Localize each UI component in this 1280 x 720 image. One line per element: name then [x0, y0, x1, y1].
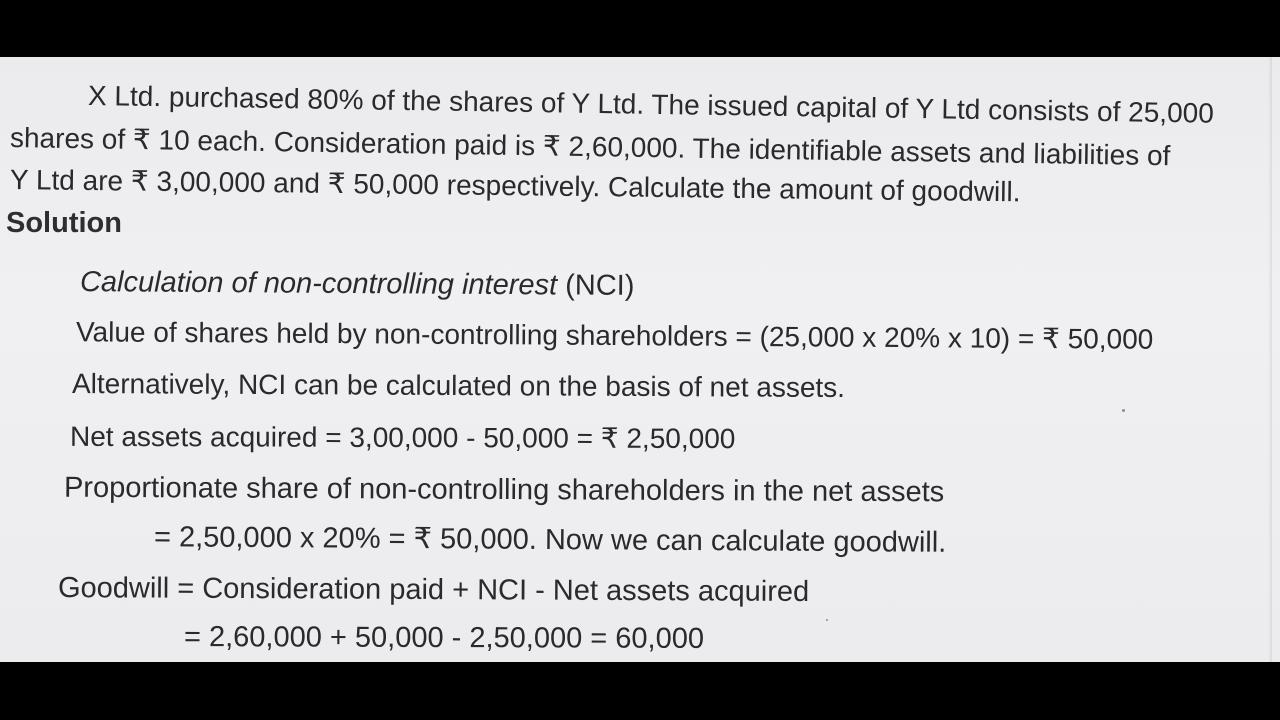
page-edge-shadow	[1268, 57, 1272, 662]
solution-heading: Solution	[6, 207, 122, 239]
nci-value-line: Value of shares held by non-controlling shareholders = (25,000 x 20% x 10) = ₹ 50,000	[75, 316, 1154, 355]
nci-title-italic: Calculation of non-controlling interest	[79, 266, 558, 302]
problem-line-2: shares of ₹ 10 each. Consideration paid is ₹ 2,60,000. The identifiable assets and liabilities of	[9, 122, 1171, 172]
nci-title-abbrev: (NCI)	[557, 269, 635, 302]
proportionate-share-calc: = 2,50,000 x 20% = ₹ 50,000. Now we can calculate goodwill.	[153, 521, 947, 559]
alternative-method-line: Alternatively, NCI can be calculated on the basis of net assets.	[71, 367, 846, 404]
proportionate-share-line: Proportionate share of non-controlling shareholders in the net assets	[63, 471, 945, 509]
textbook-page	[0, 57, 1280, 662]
problem-line-3: Y Ltd are ₹ 3,00,000 and ₹ 50,000 respectively. Calculate the amount of goodwill.	[9, 164, 1021, 208]
net-assets-line: Net assets acquired = 3,00,000 - 50,000 = ₹ 2,50,000	[69, 420, 736, 455]
nci-calculation-title	[80, 265, 635, 303]
problem-line-1: X Ltd. purchased 80% of the shares of Y Ltd. The issued capital of Y Ltd consists of 25,000	[87, 80, 1215, 129]
goodwill-formula-line: Goodwill = Consideration paid + NCI - Net assets acquired	[57, 572, 810, 608]
goodwill-calc-line: = 2,60,000 + 50,000 - 2,50,000 = 60,000	[183, 621, 705, 655]
paper-speck	[826, 619, 828, 621]
paper-speck	[1122, 409, 1125, 412]
